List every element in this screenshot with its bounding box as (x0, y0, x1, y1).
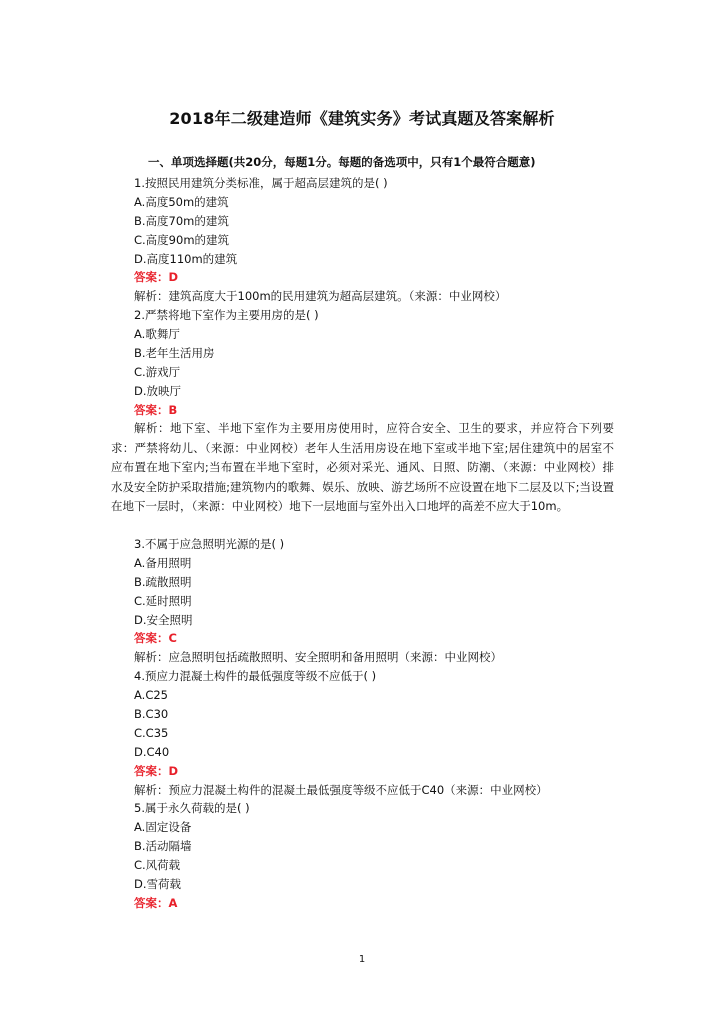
option: C.延时照明 (134, 593, 192, 608)
question-stem: 4.预应力混凝土构件的最低强度等级不应低于( ) (134, 669, 377, 684)
option: D.C40 (134, 744, 170, 759)
option: D.放映厅 (134, 383, 182, 398)
answer-label: 答案：D (134, 270, 179, 285)
analysis-block (111, 419, 614, 517)
analysis: 解析：建筑高度大于100m的民用建筑为超高层建筑。（来源：中业网校） (134, 289, 507, 304)
answer-label: 答案：C (134, 631, 177, 646)
question-stem: 3.不属于应急照明光源的是( ) (134, 537, 285, 551)
option: D.安全照明 (134, 612, 193, 627)
analysis: 解析：应急照明包括疏散照明、安全照明和备用照明（来源：中业网校） (134, 650, 502, 665)
option: B.活动隔墙 (134, 839, 192, 854)
option: A.C25 (134, 688, 168, 703)
analysis: 解析：地下室、半地下室作为主要用房使用时，应符合安全、卫生的要求，并应符合下列要求：严禁将幼儿、（来源：中业网校）老年人生活用房设在地下室或半地下室;居住建筑中的居室不应布置在地下室内;当布置在半地下室时，必须对采光、通风、日照、防潮、（来源：中业网校）排水及安全防护采取措施;建筑物内的歌舞、娱乐、放映、游艺场所不应设置在地下二层及以下;当设置在地下一层时，（来源：中业网校）地下一层地面与室外出入口地坪的高差不应大于10m。 (111, 421, 614, 513)
option: C.风荷载 (134, 858, 181, 873)
option: B.疏散照明 (134, 574, 192, 589)
option: C.高度90m的建筑 (134, 232, 230, 247)
question-stem: 5.属于永久荷载的是( ) (134, 801, 250, 816)
option: B.高度70m的建筑 (134, 213, 229, 228)
question-list (134, 174, 594, 420)
option: A.歌舞厅 (134, 327, 180, 342)
option: D.高度110m的建筑 (134, 251, 238, 266)
page-number: 1 (358, 954, 366, 965)
option: A.高度50m的建筑 (134, 194, 229, 209)
option: B.C30 (134, 707, 169, 722)
question-stem: 1.按照民用建筑分类标准，属于超高层建筑的是( ) (134, 176, 388, 190)
option: C.C35 (134, 725, 169, 740)
answer-label: 答案：B (134, 402, 178, 417)
question-stem: 2.严禁将地下室作为主要用房的是( ) (134, 308, 319, 323)
option: C.游戏厅 (134, 364, 181, 379)
question-list-continued (134, 535, 594, 913)
analysis: 解析：预应力混凝土构件的混凝土最低强度等级不应低于C40（来源：中业网校） (134, 782, 548, 797)
section-heading: 一、单项选择题(共20分，每题1分。每题的备选项中，只有1个最符合题意) (148, 155, 536, 169)
answer-label: 答案：A (134, 895, 178, 910)
document-title: 2018年二级建造师《建筑实务》考试真题及答案解析 (169, 109, 555, 128)
option: A.备用照明 (134, 555, 192, 570)
answer-label: 答案：D (134, 763, 179, 778)
option: D.雪荷载 (134, 877, 182, 892)
option: A.固定设备 (134, 820, 192, 835)
option: B.老年生活用房 (134, 346, 215, 361)
